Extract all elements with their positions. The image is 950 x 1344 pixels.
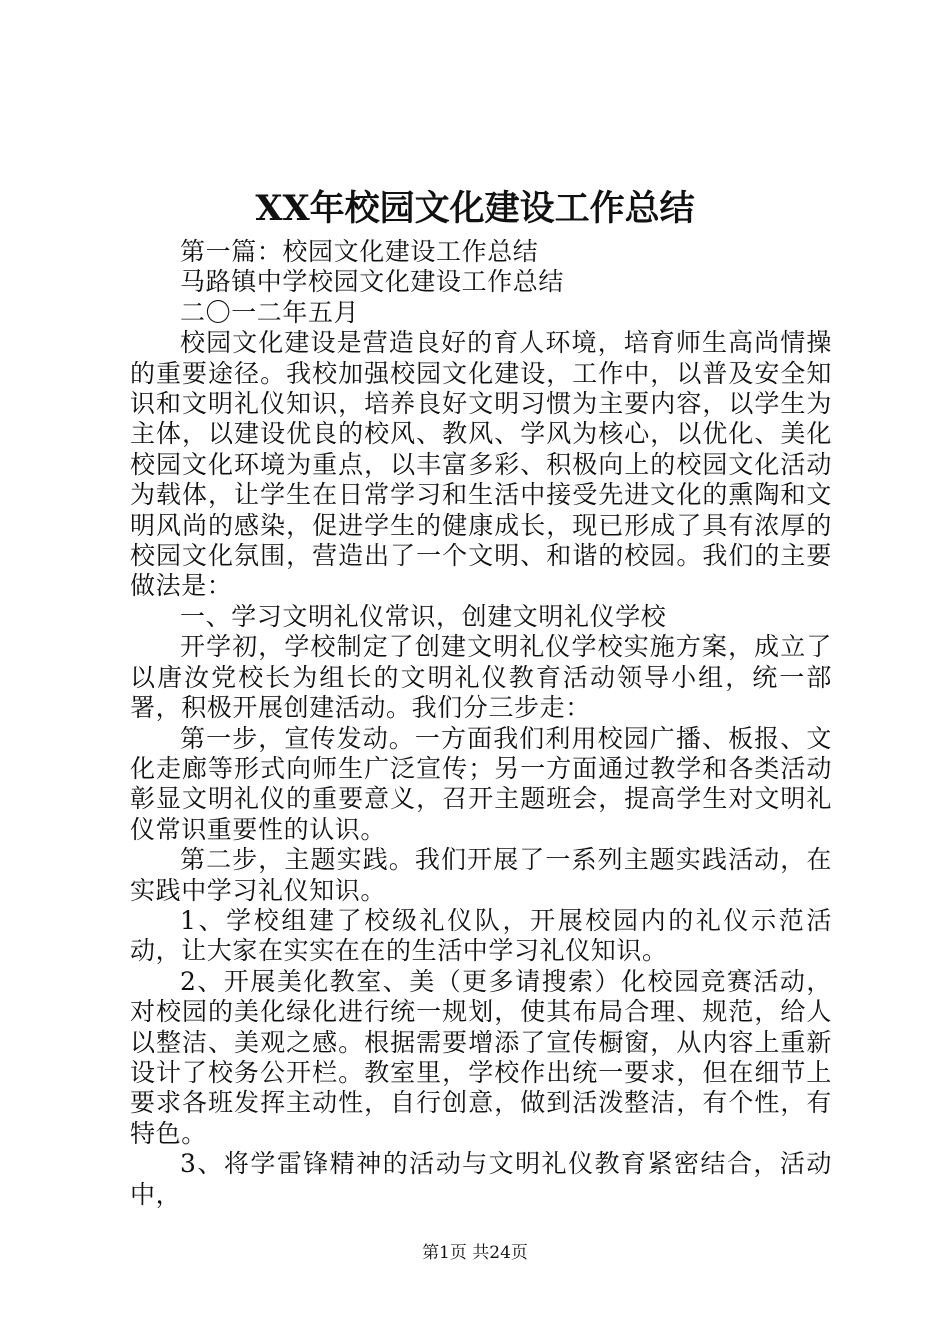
document-body xyxy=(130,237,832,1210)
paragraph: 开学初，学校制定了创建文明礼仪学校实施方案，成立了以唐汝党校长为组长的文明礼仪教育活动领导小组，统一部署，积极开展创建活动。我们分三步走： xyxy=(130,632,832,723)
paragraph: 二〇一二年五月 xyxy=(180,297,360,327)
paragraph: 第二步，主题实践。我们开展了一系列主题实践活动，在实践中学习礼仪知识。 xyxy=(130,845,832,905)
document-title: XX年校园文化建设工作总结 xyxy=(255,188,695,229)
page-footer: 第1页 共24页 xyxy=(422,1243,528,1263)
paragraph: 第一篇：校园文化建设工作总结 xyxy=(180,237,539,266)
paragraph: 校园文化建设是营造良好的育人环境，培育师生高尚情操的重要途径。我校加强校园文化建设，工作中，以普及安全知识和文明礼仪知识，培养良好文明习惯为主要内容，以学生为主体，以建设优良的校风、教风、学风为核心，以优化、美化校园文化环境为重点，以丰富多彩、积极向上的校园文化活动为载体，让学生在日常学习和生活中接受先进文化的熏陶和文明风尚的感染，促进学生的健康成长，现已形成了具有浓厚的校园文化氛围，营造出了一个文明、和谐的校园。我们的主要做法是： xyxy=(130,328,832,601)
paragraph: 3、将学雷锋精神的活动与文明礼仪教育紧密结合，活动中， xyxy=(130,1149,832,1209)
paragraph: 一、学习文明礼仪常识，创建文明礼仪学校 xyxy=(180,601,667,631)
paragraph: 第一步，宣传发动。一方面我们利用校园广播、板报、文化走廊等形式向师生广泛宣传；另一方面通过教学和各类活动彰显文明礼仪的重要意义，召开主题班会，提高学生对文明礼仪常识重要性的认识。 xyxy=(130,723,832,844)
paragraph: 马路镇中学校园文化建设工作总结 xyxy=(180,267,565,297)
paragraph: 2、开展美化教室、美（更多请搜索）化校园竞赛活动，对校园的美化绿化进行统一规划，使其布局合理、规范，给人以整洁、美观之感。根据需要增添了宣传橱窗，从内容上重新设计了校务公开栏。教室里，学校作出统一要求，但在细节上要求各班发挥主动性，自行创意，做到活泼整洁，有个性，有特色。 xyxy=(130,966,832,1148)
paragraph: 1、学校组建了校级礼仪队，开展校园内的礼仪示范活动，让大家在实实在在的生活中学习礼仪知识。 xyxy=(130,905,832,966)
